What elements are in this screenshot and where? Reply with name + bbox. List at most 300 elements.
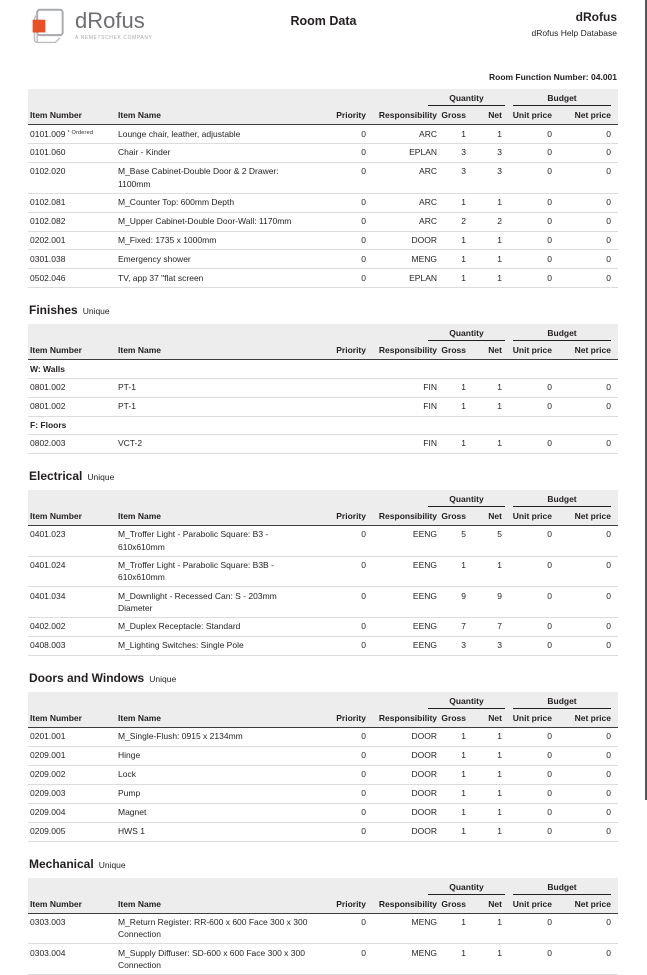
cell-unit-price: 0 <box>547 382 552 393</box>
cell-net-price: 0 <box>606 235 611 245</box>
cell-gross: 7 <box>461 621 466 632</box>
section-title-text: Doors and Windows <box>29 670 145 685</box>
cell-gross: 1 <box>461 788 466 799</box>
logo-brand-text: dRofus <box>75 8 145 33</box>
cell-unit-price: 0 <box>547 216 552 227</box>
cell-item-name: M_Single-Flush: 0915 x 2134mm <box>118 731 243 742</box>
item-number-text: 0201.001 <box>30 731 66 742</box>
cell-responsibility: DOOR <box>411 826 437 837</box>
report-header <box>0 0 647 56</box>
item-number-text: 0101.060 <box>30 147 66 158</box>
section-subtitle-text: Unique <box>98 859 126 870</box>
project-name: dRofus <box>575 10 617 24</box>
table-header <box>28 89 618 125</box>
cell-unit-price: 0 <box>547 769 552 780</box>
col-header-unit-price: Unit price <box>512 712 552 723</box>
cell-responsibility: DOOR <box>411 788 437 799</box>
cell-item-number <box>28 806 118 819</box>
table-row <box>28 435 618 454</box>
col-header-item-name: Item Name <box>118 712 161 723</box>
cell-priority: 0 <box>361 147 366 158</box>
cell-item-name: M_Supply Diffuser: SD-600 x 600 Face 300 x 300 Connection <box>118 947 305 970</box>
cell-net-price: 0 <box>606 590 611 601</box>
cell-net: 1 <box>497 253 502 264</box>
cell-unit-price: 0 <box>547 731 552 742</box>
cell-net: 1 <box>497 731 502 742</box>
budget-group-header: Budget <box>513 494 611 507</box>
cell-item-name: M_Lighting Switches: Single Pole <box>118 640 244 651</box>
cell-unit-price: 0 <box>547 621 552 632</box>
col-header-net-price: Net price <box>574 712 611 723</box>
cell-responsibility: EPLAN <box>409 147 437 158</box>
cell-net: 5 <box>497 529 502 540</box>
cell-unit-price: 0 <box>547 788 552 799</box>
cell-item-name: M_Return Register: RR-600 x 600 Face 300 x 300 Connection <box>118 917 308 940</box>
report-section <box>0 89 647 288</box>
cell-gross: 1 <box>461 769 466 780</box>
col-header-item-number: Item Number <box>30 345 82 356</box>
table-header <box>28 692 618 728</box>
quantity-group-header: Quantity <box>428 882 505 895</box>
item-number-text: 0102.020 <box>30 166 66 177</box>
cell-gross: 1 <box>461 382 466 393</box>
table-row <box>28 526 618 557</box>
cell-item-name: M_Troffer Light - Parabolic Square: B3B - 610x610mm <box>118 560 274 583</box>
cell-gross: 1 <box>461 272 466 283</box>
col-header-unit-price: Unit price <box>512 898 552 909</box>
table-row <box>28 823 618 842</box>
col-header-unit-price: Unit price <box>512 345 552 356</box>
col-header-responsibility: Responsibility <box>378 510 437 521</box>
cell-item-number <box>28 639 118 652</box>
cell-priority: 0 <box>361 917 366 928</box>
cell-item-number <box>28 749 118 762</box>
cell-priority: 0 <box>361 750 366 761</box>
cell-priority: 0 <box>361 560 366 571</box>
col-header-net: Net <box>488 110 502 120</box>
item-number-text: 0101.009 <box>30 128 66 139</box>
item-number-text: 0401.034 <box>30 590 66 601</box>
col-header-net-price: Net price <box>574 898 611 909</box>
cell-item-name: M_Counter Top: 600mm Depth <box>118 197 235 208</box>
cell-priority: 0 <box>361 731 366 742</box>
table-row <box>28 804 618 823</box>
cell-item-number <box>28 165 118 178</box>
cell-net-price: 0 <box>606 438 611 449</box>
report-title: Room Data <box>290 14 357 28</box>
cell-net-price: 0 <box>606 216 611 227</box>
cell-gross: 1 <box>461 560 466 571</box>
item-number-text: 0202.001 <box>30 235 66 245</box>
table-row <box>28 914 618 945</box>
cell-net: 1 <box>497 272 502 283</box>
cell-priority: 0 <box>361 826 366 837</box>
cell-unit-price: 0 <box>547 917 552 928</box>
table-row <box>28 618 618 637</box>
cell-net-price: 0 <box>606 769 611 780</box>
cell-gross: 1 <box>461 128 466 139</box>
table-body <box>28 914 618 975</box>
col-header-gross: Gross <box>441 898 466 909</box>
table-row <box>28 379 618 398</box>
section-title <box>29 301 619 319</box>
cell-gross: 1 <box>461 826 466 837</box>
table-header <box>28 324 618 360</box>
item-number-text: 0401.024 <box>30 560 66 571</box>
cell-net-price: 0 <box>606 401 611 412</box>
cell-responsibility: EENG <box>412 621 437 632</box>
table-row <box>28 557 618 588</box>
cell-net: 1 <box>497 197 502 208</box>
col-header-item-number: Item Number <box>30 898 82 909</box>
cell-gross: 3 <box>461 147 466 158</box>
cell-priority: 0 <box>361 197 366 208</box>
cell-priority: 0 <box>361 253 366 264</box>
cell-item-name: Emergency shower <box>118 253 191 264</box>
cell-item-number <box>28 215 118 228</box>
cell-item-number <box>28 146 118 159</box>
item-number-text: 0408.003 <box>30 640 66 651</box>
item-number-text: 0301.038 <box>30 253 66 264</box>
item-number-text: 0102.082 <box>30 216 66 227</box>
cell-net-price: 0 <box>606 197 611 208</box>
col-header-unit-price: Unit price <box>512 510 552 521</box>
cell-net: 3 <box>497 166 502 177</box>
room-function-number <box>0 72 617 82</box>
quantity-group-header: Quantity <box>428 696 505 709</box>
cell-net: 1 <box>497 788 502 799</box>
item-number-text: 0801.002 <box>30 401 66 412</box>
group-row <box>28 417 618 435</box>
table-row <box>28 269 618 288</box>
item-number-text: 0502.046 <box>30 272 66 283</box>
cell-priority: 0 <box>361 216 366 227</box>
col-header-item-name: Item Name <box>118 510 161 521</box>
item-note: * Ordered <box>67 130 94 136</box>
item-number-text: 0802.003 <box>30 438 66 449</box>
cell-item-name: M_Base Cabinet-Double Door & 2 Drawer: 1100mm <box>118 166 279 189</box>
table-body <box>28 728 618 842</box>
section-title-text: Finishes <box>29 303 78 318</box>
item-number-text: 0303.003 <box>30 917 66 928</box>
cell-item-name: Lock <box>118 769 136 780</box>
cell-unit-price: 0 <box>547 166 552 177</box>
cell-net-price: 0 <box>606 731 611 742</box>
col-header-priority: Priority <box>336 898 366 909</box>
col-header-net: Net <box>488 712 502 723</box>
cell-priority: 0 <box>361 807 366 818</box>
cell-gross: 1 <box>461 197 466 208</box>
cell-gross: 1 <box>461 438 466 449</box>
item-number-text: 0209.004 <box>30 807 66 818</box>
cell-net: 1 <box>497 401 502 412</box>
cell-responsibility: FIN <box>423 382 437 393</box>
cell-net-price: 0 <box>606 128 611 139</box>
item-table <box>28 692 618 842</box>
table-row <box>28 747 618 766</box>
cell-unit-price: 0 <box>547 253 552 264</box>
cell-unit-price: 0 <box>547 401 552 412</box>
cell-gross: 1 <box>461 731 466 742</box>
cell-gross: 1 <box>461 401 466 412</box>
col-header-responsibility: Responsibility <box>378 345 437 356</box>
col-header-net: Net <box>488 510 502 521</box>
cell-item-number <box>28 234 118 247</box>
cell-item-number <box>28 947 118 960</box>
cell-unit-price: 0 <box>547 560 552 571</box>
cell-item-name: Magnet <box>118 807 147 818</box>
cell-net-price: 0 <box>606 529 611 540</box>
cell-net: 1 <box>497 807 502 818</box>
cell-item-name: PT-1 <box>118 382 136 393</box>
cell-responsibility: DOOR <box>411 731 437 742</box>
cell-responsibility: DOOR <box>411 235 437 245</box>
budget-group-header: Budget <box>513 882 611 895</box>
cell-gross: 1 <box>461 807 466 818</box>
cell-gross: 1 <box>461 253 466 264</box>
table-row <box>28 125 618 144</box>
cell-net-price: 0 <box>606 750 611 761</box>
cell-responsibility: DOOR <box>411 750 437 761</box>
cell-unit-price: 0 <box>547 750 552 761</box>
col-header-item-name: Item Name <box>118 898 161 909</box>
quantity-group-header: Quantity <box>428 328 505 341</box>
cell-responsibility: ARC <box>419 216 437 227</box>
col-header-item-name: Item Name <box>118 110 161 120</box>
col-header-responsibility: Responsibility <box>378 898 437 909</box>
item-number-text: 0402.002 <box>30 621 66 632</box>
table-header <box>28 878 618 914</box>
item-number-text: 0801.002 <box>30 382 66 393</box>
cell-net: 1 <box>497 769 502 780</box>
cell-net: 1 <box>497 438 502 449</box>
cell-net: 1 <box>497 826 502 837</box>
cell-gross: 1 <box>461 750 466 761</box>
room-function-value: 04.001 <box>591 72 617 82</box>
room-function-label: Room Function Number: <box>488 72 589 82</box>
cell-unit-price: 0 <box>547 272 552 283</box>
cell-item-name: PT-1 <box>118 401 136 412</box>
report-body <box>0 89 647 975</box>
section-title-text: Electrical <box>29 468 83 483</box>
cell-net-price: 0 <box>606 253 611 264</box>
cell-unit-price: 0 <box>547 640 552 651</box>
cell-net: 1 <box>497 750 502 761</box>
cell-net-price: 0 <box>606 917 611 928</box>
cell-item-number <box>28 128 118 141</box>
report-section <box>0 855 647 975</box>
table-row <box>28 163 618 194</box>
section-title <box>29 467 619 485</box>
cell-responsibility: EENG <box>412 560 437 571</box>
cell-item-name: TV, app 37 "flat screen <box>118 272 204 283</box>
cell-net-price: 0 <box>606 560 611 571</box>
table-row <box>28 232 618 251</box>
col-header-item-name: Item Name <box>118 345 161 356</box>
cell-net-price: 0 <box>606 640 611 651</box>
col-header-priority: Priority <box>336 712 366 723</box>
section-title <box>29 669 619 687</box>
cell-priority: 0 <box>361 235 366 245</box>
cell-unit-price: 0 <box>547 128 552 139</box>
col-header-item-number: Item Number <box>30 110 82 120</box>
table-body <box>28 125 618 288</box>
item-number-text: 0102.081 <box>30 197 66 208</box>
cell-net-price: 0 <box>606 621 611 632</box>
col-header-item-number: Item Number <box>30 712 82 723</box>
cell-item-number <box>28 400 118 413</box>
col-header-gross: Gross <box>441 510 466 521</box>
cell-item-name: Lounge chair, leather, adjustable <box>118 128 241 139</box>
item-number-text: 0209.005 <box>30 826 66 837</box>
cell-net-price: 0 <box>606 272 611 283</box>
item-table <box>28 490 618 656</box>
quantity-group-header: Quantity <box>428 93 505 106</box>
cell-net-price: 0 <box>606 788 611 799</box>
cell-unit-price: 0 <box>547 147 552 158</box>
cell-priority: 0 <box>361 788 366 799</box>
section-subtitle-text: Unique <box>149 673 177 684</box>
table-body <box>28 360 618 454</box>
col-header-net: Net <box>488 898 502 909</box>
cell-priority: 0 <box>361 128 366 139</box>
table-row <box>28 766 618 785</box>
table-row <box>28 250 618 269</box>
item-number-text: 0401.023 <box>30 529 66 540</box>
cell-priority: 0 <box>361 621 366 632</box>
cell-net: 3 <box>497 147 502 158</box>
cell-responsibility: MENG <box>411 253 437 264</box>
table-row <box>28 398 618 417</box>
col-header-net-price: Net price <box>574 510 611 521</box>
cell-responsibility: DOOR <box>411 769 437 780</box>
item-table <box>28 878 618 975</box>
cell-unit-price: 0 <box>547 438 552 449</box>
col-header-responsibility: Responsibility <box>378 712 437 723</box>
cell-net: 3 <box>497 640 502 651</box>
table-row <box>28 213 618 232</box>
cell-net: 1 <box>497 560 502 571</box>
col-header-gross: Gross <box>441 110 466 120</box>
cell-net: 2 <box>497 216 502 227</box>
cell-item-name: M_Fixed: 1735 x 1000mm <box>118 235 217 245</box>
cell-priority: 0 <box>361 166 366 177</box>
budget-group-header: Budget <box>513 93 611 106</box>
col-header-gross: Gross <box>441 345 466 356</box>
cell-responsibility: EENG <box>412 529 437 540</box>
cell-net: 1 <box>497 947 502 958</box>
cell-item-name: M_Duplex Receptacle: Standard <box>118 621 241 632</box>
cell-gross: 3 <box>461 166 466 177</box>
cell-gross: 9 <box>461 590 466 601</box>
report-section <box>0 467 647 656</box>
item-number-text: 0209.003 <box>30 788 66 799</box>
cell-item-name: M_Troffer Light - Parabolic Square: B3 - 610x610mm <box>118 529 269 552</box>
cell-item-name: Hinge <box>118 750 141 761</box>
cell-responsibility: EPLAN <box>409 272 437 283</box>
col-header-unit-price: Unit price <box>512 110 552 120</box>
database-name: dRofus Help Database <box>531 28 617 38</box>
col-header-net-price: Net price <box>574 110 611 120</box>
quantity-group-header: Quantity <box>428 494 505 507</box>
cell-priority: 0 <box>361 272 366 283</box>
cell-unit-price: 0 <box>547 947 552 958</box>
cell-net: 7 <box>497 621 502 632</box>
section-subtitle-text: Unique <box>87 471 115 482</box>
section-title <box>29 855 619 873</box>
table-row <box>28 944 618 975</box>
col-header-priority: Priority <box>336 110 366 120</box>
cell-responsibility: ARC <box>419 166 437 177</box>
cell-net: 1 <box>497 235 502 245</box>
cell-gross: 1 <box>461 235 466 245</box>
cell-gross: 3 <box>461 640 466 651</box>
cell-unit-price: 0 <box>547 529 552 540</box>
cell-item-name: M_Downlight - Recessed Can: S - 203mm Diameter <box>118 590 277 613</box>
cell-net-price: 0 <box>606 826 611 837</box>
cell-item-number <box>28 253 118 266</box>
cell-gross: 5 <box>461 529 466 540</box>
group-label: F: Floors <box>30 420 67 431</box>
cell-item-number <box>28 272 118 285</box>
col-header-gross: Gross <box>441 712 466 723</box>
budget-group-header: Budget <box>513 328 611 341</box>
cell-gross: 1 <box>461 917 466 928</box>
cell-priority: 0 <box>361 529 366 540</box>
table-row <box>28 785 618 804</box>
cell-net-price: 0 <box>606 147 611 158</box>
table-body <box>28 526 618 656</box>
cell-responsibility: MENG <box>411 947 437 958</box>
col-header-item-number: Item Number <box>30 510 82 521</box>
cell-net-price: 0 <box>606 807 611 818</box>
cell-unit-price: 0 <box>547 235 552 245</box>
cell-priority: 0 <box>361 590 366 601</box>
cell-item-number <box>28 590 118 603</box>
cell-unit-price: 0 <box>547 590 552 601</box>
table-row <box>28 587 618 618</box>
cell-priority: 0 <box>361 640 366 651</box>
cell-responsibility: MENG <box>411 917 437 928</box>
cell-item-number <box>28 620 118 633</box>
col-header-net: Net <box>488 345 502 356</box>
group-label: W: Walls <box>30 363 65 374</box>
cell-net-price: 0 <box>606 166 611 177</box>
item-number-text: 0209.002 <box>30 769 66 780</box>
cell-item-number <box>28 437 118 450</box>
item-number-text: 0303.004 <box>30 947 66 958</box>
cell-unit-price: 0 <box>547 807 552 818</box>
cell-item-number <box>28 196 118 209</box>
cell-item-number <box>28 787 118 800</box>
cell-item-number <box>28 559 118 572</box>
cell-responsibility: ARC <box>419 128 437 139</box>
cell-unit-price: 0 <box>547 197 552 208</box>
cell-item-number <box>28 916 118 929</box>
cell-item-name: M_Upper Cabinet-Double Door-Wall: 1170mm <box>118 216 292 227</box>
cell-net-price: 0 <box>606 947 611 958</box>
cell-responsibility: DOOR <box>411 807 437 818</box>
cell-responsibility: FIN <box>423 401 437 412</box>
cell-gross: 2 <box>461 216 466 227</box>
item-table <box>28 89 618 288</box>
cell-net: 1 <box>497 382 502 393</box>
cell-responsibility: EENG <box>412 590 437 601</box>
table-row <box>28 194 618 213</box>
item-table <box>28 324 618 454</box>
cell-item-name: Pump <box>118 788 141 799</box>
item-number-text: 0209.001 <box>30 750 66 761</box>
